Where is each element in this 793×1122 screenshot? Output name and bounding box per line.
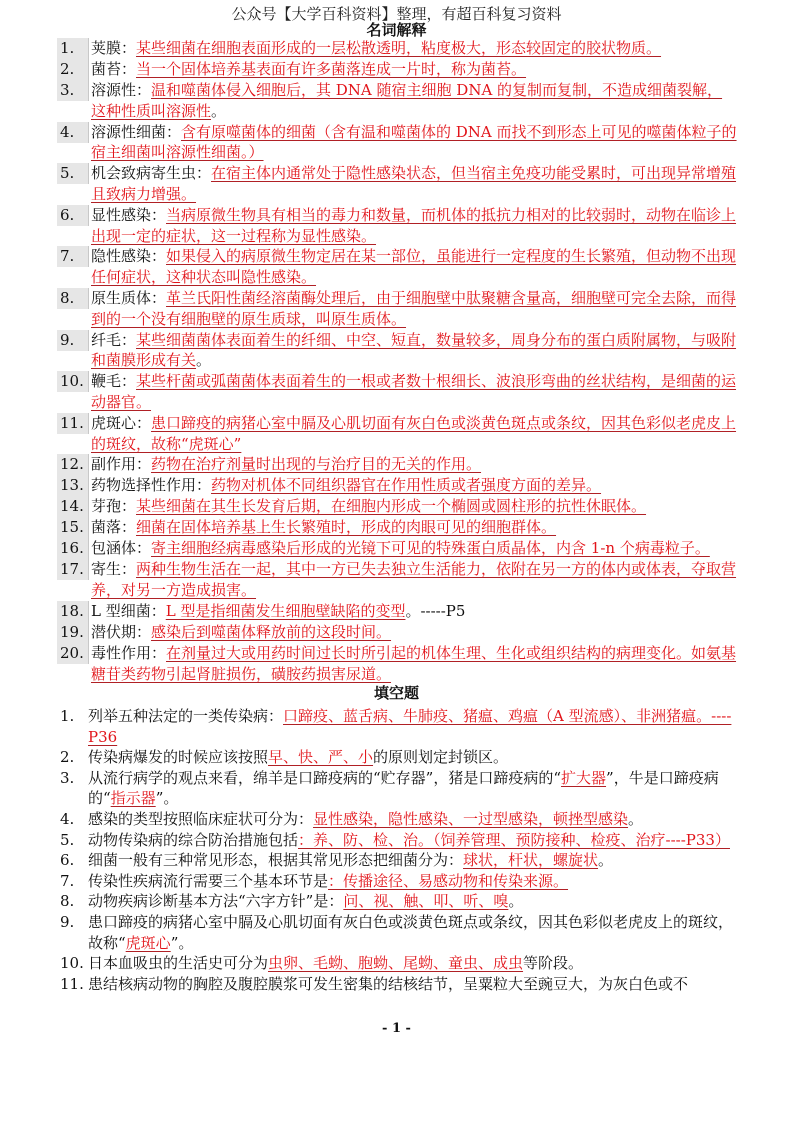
item-body <box>88 706 737 747</box>
item-body <box>88 953 737 974</box>
item-body <box>91 454 737 475</box>
question-text: 等阶段。 <box>523 954 584 973</box>
section-title-definitions: 名词解释 <box>366 21 427 39</box>
question-text: 包涵体： <box>91 539 152 558</box>
item-body <box>88 912 737 953</box>
question-text: 纤毛： <box>91 330 137 349</box>
list-item <box>57 747 737 768</box>
list-item <box>57 496 737 517</box>
list-item <box>57 643 737 685</box>
item-number: 3. <box>60 768 75 787</box>
item-number: 6. <box>60 851 75 870</box>
item-number: 12. <box>57 454 89 475</box>
item-number: 8. <box>57 288 89 309</box>
question-text: 显性感染： <box>91 205 167 224</box>
question-text: 。 <box>598 851 614 870</box>
answer-text: 寄主细胞经病毒感染后形成的光镜下可见的特殊蛋白质晶体，内含 1-n 个病毒粒子。 <box>151 539 710 558</box>
question-text: 患口蹄疫的病猪心室中膈及心肌切面有灰白色或淡黄色斑点或条纹，因其色彩似老虎皮上的斑纹，故称“ <box>88 912 734 952</box>
answer-text: 显性感染，隐性感染、一过型感染，顿挫型感染 <box>313 809 629 828</box>
list-item <box>57 706 737 747</box>
answer-text: 指示器 <box>110 789 156 808</box>
question-text: 。 <box>508 892 524 911</box>
question-text: 寄生： <box>91 560 137 579</box>
list-item <box>57 601 737 622</box>
answer-text: 感染后到噬菌体释放前的这段时间。 <box>151 622 392 641</box>
question-text: 荚膜： <box>91 39 137 57</box>
answer-text: 口蹄疫、蓝舌病、牛肺疫、猪瘟、鸡瘟（A 型流感）、非洲猪瘟。----P36 <box>88 707 732 746</box>
question-text: 芽孢： <box>91 497 137 516</box>
item-number: 2. <box>60 748 75 767</box>
list-item <box>57 246 737 288</box>
list-item <box>57 371 737 413</box>
item-body <box>91 496 737 517</box>
item-body <box>91 601 737 622</box>
item-number: 20. <box>57 643 89 664</box>
answer-text: 细菌在固体培养基上生长繁殖时，形成的肉眼可见的细胞群体。 <box>136 518 557 537</box>
answer-text: 温和噬菌体侵入细胞后，其 DNA 随宿主细胞 DNA 的复制而复制，不造成细菌裂解，这种性质叫溶源性 <box>91 81 723 120</box>
question-text: 隐性感染： <box>91 247 167 266</box>
item-number: 5. <box>60 830 75 849</box>
question-text: 动物传染病的综合防治措施包括 <box>88 830 299 849</box>
answer-text: 药物在治疗剂量时出现的与治疗目的无关的作用。 <box>151 455 482 474</box>
item-number: 10. <box>57 371 89 392</box>
answer-text: 某些细菌菌体表面着生的纤细、中空、短直，数量较多，周身分布的蛋白质附属物，与吸附和菌膜形成有关 <box>91 330 737 370</box>
item-number: 17. <box>57 559 89 580</box>
list-item <box>57 517 737 538</box>
fill-in-list <box>57 706 737 994</box>
list-item <box>57 163 737 205</box>
answer-text: 当一个固体培养基表面有许多菌落连成一片时，称为菌苔。 <box>136 60 527 78</box>
item-number: 8. <box>60 892 75 911</box>
list-item <box>57 59 737 80</box>
question-text: 原生质体： <box>91 288 167 307</box>
list-item <box>57 622 737 643</box>
item-number: 1. <box>57 38 89 59</box>
question-text: 细菌一般有三种常见形态，根据其常见形态把细菌分为： <box>88 851 464 870</box>
question-text: 毒性作用： <box>91 643 167 662</box>
item-body <box>88 974 737 995</box>
answer-text: 两种生物生活在一起，其中一方已失去独立生活能力，依附在另一方的体内或体表，夺取营养，对另一方造成损害。 <box>91 560 737 600</box>
answer-text: 某些杆菌或弧菌菌体表面着生的一根或者数十根细长、波浪形弯曲的丝状结构，是细菌的运动器官。 <box>91 372 737 411</box>
answer-text: ：养、防、检、治。（饲养管理、预防接种、检疫、治疗----P33） <box>298 830 730 849</box>
question-text: 动物疾病诊断基本方法“六字方针”是： <box>88 892 344 911</box>
item-body <box>91 205 737 247</box>
list-item <box>57 974 737 995</box>
item-body <box>91 330 737 372</box>
answer-text: L 型是指细菌发生细胞壁缺陷的变型 <box>165 601 406 620</box>
item-number: 14. <box>57 496 89 517</box>
item-body <box>91 163 737 205</box>
list-item <box>57 38 737 59</box>
answer-text: 含有原噬菌体的细菌（含有温和噬菌体的 DNA 而找不到形态上可见的噬菌体粒子的宿主细菌叫溶源性细菌。） <box>91 122 737 162</box>
item-number: 9. <box>60 912 75 931</box>
list-item <box>57 912 737 953</box>
list-item <box>57 475 737 496</box>
item-body <box>91 475 737 496</box>
item-body <box>91 122 737 164</box>
item-number: 7. <box>57 246 89 267</box>
item-number: 1. <box>60 707 75 725</box>
question-text: 。-----P5 <box>405 601 466 620</box>
list-item <box>57 330 737 372</box>
item-number: 5. <box>57 163 89 184</box>
list-item <box>57 454 737 475</box>
item-body <box>91 559 737 601</box>
item-number: 3. <box>57 80 89 101</box>
question-text: 溶源性细菌： <box>91 122 182 141</box>
question-text: 的原则划定封锁区。 <box>373 748 509 767</box>
answer-text: 某些细菌在其生长发育后期，在细胞内形成一个椭圆或圆柱形的抗性休眠体。 <box>136 497 647 516</box>
page-header: 公众号【大学百科资料】整理，有超百科复习资料 <box>231 5 562 23</box>
item-number: 11. <box>60 974 84 993</box>
answer-text: 虎斑心 <box>125 933 171 952</box>
item-number: 2. <box>57 59 89 80</box>
question-text: ”。 <box>170 933 194 952</box>
answer-text: 当病原微生物具有相当的毒力和数量，而机体的抵抗力相对的比较弱时，动物在临诊上出现一定的症状，这一过程称为显性感染。 <box>91 205 737 245</box>
item-number: 16. <box>57 538 89 559</box>
answer-text: 在宿主体内通常处于隐性感染状态，但当宿主免疫功能受累时，可出现异常增殖且致病力增强。 <box>91 164 737 203</box>
item-body <box>91 288 737 330</box>
item-number: 18. <box>57 601 89 622</box>
question-text: 菌苔： <box>91 60 137 78</box>
answer-text: 某些细菌在细胞表面形成的一层松散透明，粘度极大，形态较固定的胶状物质。 <box>136 39 662 57</box>
question-text: 日本血吸虫的生活史可分为 <box>88 954 269 973</box>
item-number: 4. <box>60 809 75 828</box>
question-text: 从流行病学的观点来看，绵羊是口蹄疫病的“贮存器”，猪是口蹄疫病的“ <box>88 768 562 787</box>
item-body <box>88 891 737 912</box>
item-body <box>88 768 737 809</box>
question-text: 患结核病动物的胸腔及腹腔膜浆可发生密集的结核结节，呈粟粒大至豌豆大，为灰白色或不 <box>88 974 689 993</box>
question-text: 传染性疾病流行需要三个基本环节是 <box>88 871 329 890</box>
question-text: 药物选择性作用： <box>91 476 212 495</box>
answer-text: 虫卵、毛蚴、胞蚴、尾蚴、童虫、成虫 <box>268 954 524 973</box>
question-text: 溶源性： <box>91 81 152 99</box>
answer-text: 球状，杆状，螺旋状 <box>463 851 599 870</box>
item-body <box>91 643 737 685</box>
question-text: 传染病爆发的时候应该按照 <box>88 748 269 767</box>
list-item <box>57 413 737 455</box>
question-text: ”，牛是口蹄疫病的“ <box>88 768 719 808</box>
list-item <box>57 559 737 601</box>
list-item <box>57 809 737 830</box>
question-text: 机会致病寄生虫： <box>91 164 212 183</box>
item-body <box>88 871 737 892</box>
item-number: 15. <box>57 517 89 538</box>
question-text: 感染的类型按照临床症状可分为： <box>88 809 314 828</box>
item-number: 6. <box>57 205 89 226</box>
item-body <box>91 622 737 643</box>
item-body <box>91 59 737 80</box>
item-body <box>91 413 737 455</box>
answer-text: 问、视、触、叩、听、嗅 <box>343 892 509 911</box>
item-number: 7. <box>60 871 75 890</box>
item-body <box>91 246 737 288</box>
list-item <box>57 850 737 871</box>
list-item <box>57 871 737 892</box>
question-text: 副作用： <box>91 455 152 474</box>
item-number: 4. <box>57 122 89 143</box>
question-text: ”。 <box>155 789 179 808</box>
question-text: 。 <box>196 351 212 370</box>
question-text: 。 <box>628 809 644 828</box>
list-item <box>57 768 737 809</box>
list-item <box>57 122 737 164</box>
section-title-fill-in: 填空题 <box>373 684 419 702</box>
item-body <box>91 517 737 538</box>
item-body <box>88 809 737 830</box>
list-item <box>57 80 737 122</box>
list-item <box>57 891 737 912</box>
definitions-list <box>57 38 737 685</box>
item-number: 13. <box>57 475 89 496</box>
question-text: 虎斑心： <box>91 413 152 432</box>
answer-text: 在剂量过大或用药时间过长时所引起的机体生理、生化或组织结构的病理变化。如氨基糖苷类药物引起肾脏损伤，磺胺药损害尿道。 <box>91 643 737 683</box>
item-body <box>91 38 737 59</box>
answer-text: 患口蹄疫的病猪心室中膈及心肌切面有灰白色或淡黄色斑点或条纹，因其色彩似老虎皮上的斑纹，故称“虎斑心” <box>91 413 737 453</box>
item-body <box>91 371 737 413</box>
item-number: 19. <box>57 622 89 643</box>
answer-text: 药物对机体不同组织器官在作用性质或者强度方面的差异。 <box>211 476 602 495</box>
list-item <box>57 288 737 330</box>
question-text: 潜伏期： <box>91 622 152 641</box>
item-body <box>88 747 737 768</box>
item-number: 11. <box>57 413 89 434</box>
list-item <box>57 538 737 559</box>
answer-text: ：传播途径、易感动物和传染来源。 <box>328 871 569 890</box>
list-item <box>57 205 737 247</box>
list-item <box>57 953 737 974</box>
question-text: L 型细菌： <box>91 601 166 620</box>
question-text: 菌落： <box>91 518 137 537</box>
question-text: 鞭毛： <box>91 372 137 391</box>
item-number: 10. <box>60 954 84 973</box>
item-body <box>88 830 737 851</box>
list-item <box>57 830 737 851</box>
question-text: 列举五种法定的一类传染病： <box>88 707 284 725</box>
page-number: - 1 - <box>382 1021 411 1036</box>
answer-text: 早、快、严、小 <box>268 748 374 767</box>
item-body <box>91 80 737 122</box>
item-body <box>88 850 737 871</box>
answer-text: 如果侵入的病原微生物定居在某一部位，虽能进行一定程度的生长繁殖，但动物不出现任何症状，这种状态叫隐性感染。 <box>91 247 737 287</box>
answer-text: 扩大器 <box>561 768 607 787</box>
question-text: 。 <box>211 101 227 120</box>
answer-text: 革兰氏阳性菌经溶菌酶处理后，由于细胞壁中肽聚糖含量高，细胞壁可完全去除，而得到的一个没有细胞壁的原生质球，叫原生质体。 <box>91 288 737 328</box>
item-number: 9. <box>57 330 89 351</box>
item-body <box>91 538 737 559</box>
